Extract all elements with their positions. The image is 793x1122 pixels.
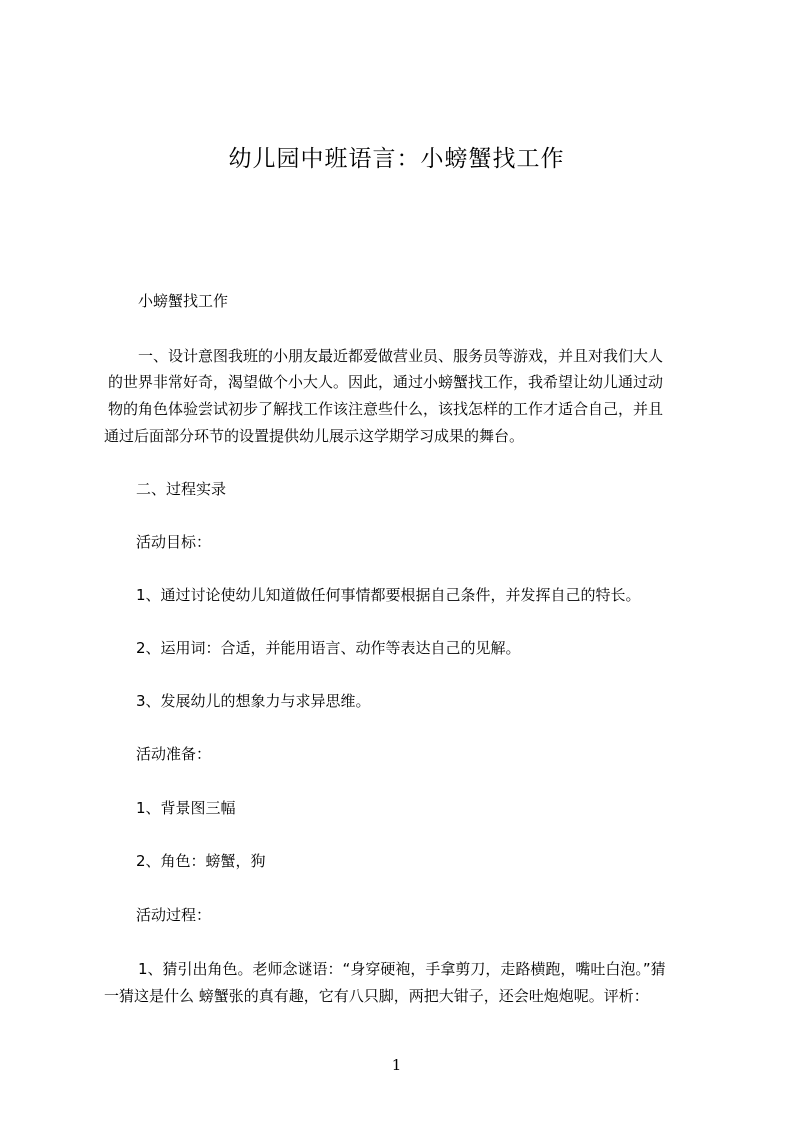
process-item-1-line1: 1、猜引出角色。老师念谜语：“身穿硬袍，手拿剪刀，走路横跑，嘴吐白泡。”猜 — [138, 960, 666, 978]
goals-heading: 活动目标： — [136, 533, 212, 551]
page-title: 幼儿园中班语言：小螃蟹找工作 — [228, 146, 565, 172]
process-item-1-line2: 一猜这是什么 螃蟹张的真有趣，它有八只脚，两把大钳子，还会吐炮炮呢。评析： — [104, 987, 649, 1005]
goal-item-1: 1、通过讨论使幼儿知道做任何事情都要根据自己条件，并发挥自己的特长。 — [136, 586, 641, 604]
para1-line4: 通过后面部分环节的设置提供幼儿展示这学期学习成果的舞台。 — [104, 427, 525, 445]
page-number: 1 — [391, 1056, 402, 1074]
para1-line1: 一、设计意图我班的小朋友最近都爱做营业员、服务员等游戏，并且对我们大人 — [138, 347, 664, 365]
prep-item-1: 1、背景图三幅 — [136, 799, 236, 817]
prep-item-2: 2、角色：螃蟹，狗 — [136, 852, 266, 870]
process-heading: 活动过程： — [136, 906, 212, 924]
para1-line2: 的世界非常好奇，渴望做个小大人。因此，通过小螃蟹找工作，我希望让幼儿通过动 — [108, 373, 664, 391]
goal-item-2: 2、运用词：合适，并能用语言、动作等表达自己的见解。 — [136, 639, 521, 657]
prep-heading: 活动准备： — [136, 745, 212, 763]
subtitle: 小螃蟹找工作 — [138, 292, 229, 310]
goal-item-3: 3、发展幼儿的想象力与求异思维。 — [136, 692, 371, 710]
para1-line3: 物的角色体验尝试初步了解找工作该注意些什么，该找怎样的工作才适合自己，并且 — [108, 400, 664, 418]
section-heading-process: 二、过程实录 — [136, 480, 227, 498]
